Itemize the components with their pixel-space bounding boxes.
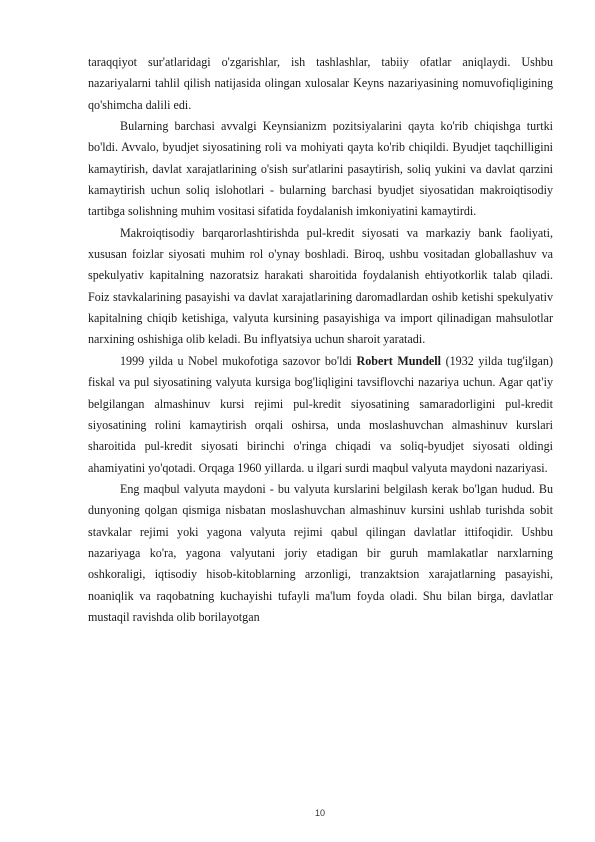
mundell-name: Robert Mundell (356, 353, 442, 368)
paragraph-optimal-currency-area: Eng maqbul valyuta maydoni - bu valyuta kurslarini belgilash kerak bo'lgan hudud. Bu dunyoning qolgan qismiga nisbatan moslashuvchan almashinuv kursini ushlab turishda sobit stavkalar rejimi yoki yagona valyuta rejimi qabul qilingan davlatlar ittifoqidir. Ushbu nazariyaga ko'ra, yagona valyutani joriy etadigan bir guruh mamlakatlar narxlarning oshkoraligi, iqtisodiy hisob-kitoblarning arzonligi, tranzaktsion xarajatlarning pasayishi, noaniqlik va raqobatning kuchayishi tufayli ma'lum foyda oladi. Shu bilan birga, davlatlar mustaqil ravishda olib borilayotgan (88, 481, 553, 624)
paragraph-monetary-policy: Makroiqtisodiy barqarorlashtirishda pul-kredit siyosati va markaziy bank faoliyati, xususan foizlar siyosati muhim rol o'ynay boshladi. Biroq, ushbu vositadan globallashuv va spekulyativ kapitalning nazoratsiz harakati sharoitida foydalanish ehtiyotkorlik talab qiladi. Foiz stavkalarining pasayishi va davlat xarajatlarining daromadlardan oshib ketishi spekulyativ kapitalning chiqib ketishiga, valyuta kursining pasayishiga va import qilinadigan mahsulotlar narxining oshishiga olib keladi. Bu inflyatsiya uchun sharoit yaratadi. (88, 225, 553, 347)
paragraph-continuation: taraqqiyot sur'atlaridagi o'zgarishlar, ish tashlashlar, tabiiy ofatlar aniqlaydi. Ushbu nazariyalarni tahlil qilish natijasida olingan xulosalar Keyns nazariyasining nomuvofiqligining qo'shimcha dalili edi. (88, 55, 553, 112)
mundell-text-before: 1999 yilda u Nobel mukofotiga sazovor bo'ldi (120, 353, 357, 368)
page-number: 10 (314, 808, 325, 818)
paragraph-budget-policy: Bularning barchasi avvalgi Keynsianizm pozitsiyalarini qayta ko'rib chiqishga turtki bo'ldi. Avvalo, byudjet siyosatining roli va mohiyati qayta ko'rib chiqildi. Byudjet taqchilligini kamaytirish, davlat xarajatlarining o'sish sur'atlarini pasaytirish, soliq yukini va davlat qarzini kamaytirish uchun soliq islohotlari - bularning barchasi byudjet siyosatidan makroiqtisodiy tartibga solishning muhim vositasi sifatida foydalanish imkoniyatini kamaytirdi. (88, 119, 553, 219)
body-text (88, 52, 553, 628)
mundell-text-after: (1932 yilda tug'ilgan) fiskal va pul siyosatining valyuta kursiga bog'liqligini tavsiflovchi nazariya uchun. Agar qat'iy belgilangan almashinuv kursi rejimi pul-kredit siyosatining samaradorligini pul-kredit siyosatining rolini kamaytirish orqali oshirsa, unda moslashuvchan almashinuv kurslari sharoitida pul-kredit siyosati birinchi o'ringa chiqadi va soliq-byudjet siyosati oldingi ahamiyatini yo'qotadi. Orqaga 1960 yillarda. u ilgari surdi maqbul valyuta maydoni nazariyasi. (88, 353, 554, 475)
paragraph-mundell (88, 351, 553, 479)
